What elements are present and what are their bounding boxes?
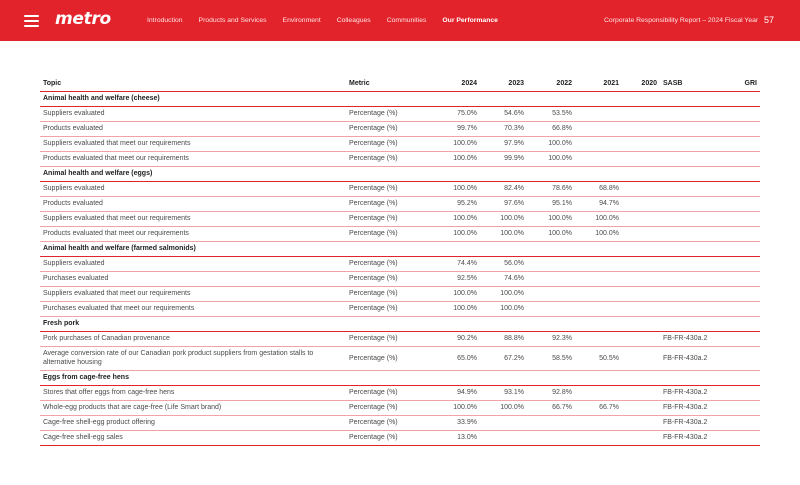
cell-v2020 [622, 256, 660, 271]
cell-metric: Percentage (%) [346, 121, 434, 136]
cell-v2021 [575, 151, 622, 166]
table-row [40, 151, 760, 166]
table-header-row [40, 77, 760, 91]
cell-sasb: FB-FR-430a.2 [660, 331, 715, 346]
cell-topic: Suppliers evaluated [40, 256, 346, 271]
cell-gri [715, 271, 760, 286]
cell-topic: Suppliers evaluated that meet our requirements [40, 286, 346, 301]
cell-v2024: 100.0% [434, 286, 480, 301]
table-row [40, 196, 760, 211]
cell-metric: Percentage (%) [346, 286, 434, 301]
cell-v2020 [622, 415, 660, 430]
cell-gri [715, 121, 760, 136]
col-header-metric: Metric [346, 77, 434, 91]
table-row [40, 301, 760, 316]
table-row [40, 136, 760, 151]
cell-topic: Products evaluated that meet our requirements [40, 226, 346, 241]
cell-sasb [660, 196, 715, 211]
table-row [40, 256, 760, 271]
section-header-row [40, 316, 760, 331]
cell-gri [715, 106, 760, 121]
cell-v2022: 100.0% [527, 211, 575, 226]
cell-v2020 [622, 196, 660, 211]
cell-metric: Percentage (%) [346, 136, 434, 151]
cell-topic: Suppliers evaluated [40, 106, 346, 121]
nav-communities[interactable]: Communities [386, 17, 427, 24]
cell-gri [715, 256, 760, 271]
cell-gri [715, 181, 760, 196]
cell-gri [715, 301, 760, 316]
nav-introduction[interactable]: Introduction [147, 17, 183, 24]
cell-v2021: 100.0% [575, 211, 622, 226]
cell-sasb [660, 151, 715, 166]
cell-metric: Percentage (%) [346, 226, 434, 241]
section-title: Animal health and welfare (cheese) [40, 91, 760, 106]
cell-sasb [660, 271, 715, 286]
cell-metric: Percentage (%) [346, 400, 434, 415]
cell-sasb: FB-FR-430a.2 [660, 415, 715, 430]
cell-v2024: 33.9% [434, 415, 480, 430]
cell-v2021 [575, 331, 622, 346]
cell-v2023: 100.0% [480, 211, 527, 226]
section-title: Animal health and welfare (farmed salmonids) [40, 241, 760, 256]
cell-topic: Suppliers evaluated that meet our requirements [40, 211, 346, 226]
section-title: Fresh pork [40, 316, 760, 331]
menu-icon[interactable] [24, 15, 39, 27]
cell-v2022 [527, 256, 575, 271]
col-header-2023: 2023 [480, 77, 527, 91]
cell-sasb [660, 181, 715, 196]
cell-v2023: 97.9% [480, 136, 527, 151]
cell-v2020 [622, 226, 660, 241]
table-row [40, 106, 760, 121]
cell-v2024: 100.0% [434, 151, 480, 166]
cell-gri [715, 415, 760, 430]
cell-v2023: 82.4% [480, 181, 527, 196]
cell-topic: Products evaluated [40, 121, 346, 136]
cell-v2024: 94.9% [434, 385, 480, 400]
cell-metric: Percentage (%) [346, 301, 434, 316]
cell-sasb [660, 106, 715, 121]
cell-v2021 [575, 301, 622, 316]
cell-gri [715, 196, 760, 211]
cell-topic: Pork purchases of Canadian provenance [40, 331, 346, 346]
cell-v2023: 100.0% [480, 301, 527, 316]
main-nav [147, 17, 514, 24]
cell-v2023: 97.6% [480, 196, 527, 211]
table-row [40, 415, 760, 430]
cell-v2022 [527, 430, 575, 445]
cell-v2020 [622, 211, 660, 226]
cell-v2024: 90.2% [434, 331, 480, 346]
cell-v2020 [622, 430, 660, 445]
cell-topic: Purchases evaluated [40, 271, 346, 286]
section-header-row [40, 241, 760, 256]
cell-v2020 [622, 121, 660, 136]
cell-metric: Percentage (%) [346, 385, 434, 400]
cell-v2020 [622, 181, 660, 196]
cell-v2020 [622, 301, 660, 316]
cell-v2020 [622, 106, 660, 121]
cell-v2021 [575, 430, 622, 445]
cell-v2022: 66.8% [527, 121, 575, 136]
table-row [40, 286, 760, 301]
cell-v2021 [575, 256, 622, 271]
cell-sasb: FB-FR-430a.2 [660, 430, 715, 445]
section-title: Animal health and welfare (eggs) [40, 166, 760, 181]
cell-metric: Percentage (%) [346, 106, 434, 121]
cell-v2021: 100.0% [575, 226, 622, 241]
cell-gri [715, 211, 760, 226]
cell-v2022 [527, 271, 575, 286]
cell-v2021 [575, 415, 622, 430]
col-header-gri: GRI [715, 77, 760, 91]
cell-v2021: 50.5% [575, 346, 622, 370]
cell-sasb [660, 211, 715, 226]
cell-v2022: 58.5% [527, 346, 575, 370]
table-row [40, 385, 760, 400]
table-row [40, 400, 760, 415]
cell-topic: Average conversion rate of our Canadian pork product suppliers from gestation stalls to alternative housing [40, 346, 346, 370]
cell-v2020 [622, 286, 660, 301]
cell-gri [715, 385, 760, 400]
cell-gri [715, 400, 760, 415]
cell-v2020 [622, 400, 660, 415]
cell-metric: Percentage (%) [346, 331, 434, 346]
cell-topic: Stores that offer eggs from cage-free hens [40, 385, 346, 400]
table-row [40, 226, 760, 241]
cell-v2021: 94.7% [575, 196, 622, 211]
section-header-row [40, 91, 760, 106]
cell-v2022 [527, 415, 575, 430]
cell-v2022: 100.0% [527, 136, 575, 151]
cell-v2023 [480, 430, 527, 445]
cell-v2020 [622, 271, 660, 286]
cell-v2021: 66.7% [575, 400, 622, 415]
cell-v2024: 74.4% [434, 256, 480, 271]
col-header-topic: Topic [40, 77, 346, 91]
cell-v2021: 68.8% [575, 181, 622, 196]
cell-v2020 [622, 331, 660, 346]
table-row [40, 331, 760, 346]
section-header-row [40, 370, 760, 385]
cell-metric: Percentage (%) [346, 211, 434, 226]
cell-v2023: 88.8% [480, 331, 527, 346]
cell-v2024: 100.0% [434, 181, 480, 196]
col-header-2021: 2021 [575, 77, 622, 91]
cell-v2022: 53.5% [527, 106, 575, 121]
nav-environment[interactable]: Environment [282, 17, 321, 24]
cell-gri [715, 331, 760, 346]
cell-v2022: 100.0% [527, 226, 575, 241]
cell-v2022: 92.8% [527, 385, 575, 400]
cell-metric: Percentage (%) [346, 415, 434, 430]
cell-v2022 [527, 286, 575, 301]
cell-v2024: 100.0% [434, 301, 480, 316]
cell-v2020 [622, 151, 660, 166]
cell-gri [715, 136, 760, 151]
cell-v2023: 67.2% [480, 346, 527, 370]
cell-v2022: 66.7% [527, 400, 575, 415]
cell-gri [715, 226, 760, 241]
cell-v2024: 92.5% [434, 271, 480, 286]
cell-v2023: 56.0% [480, 256, 527, 271]
cell-v2020 [622, 346, 660, 370]
cell-topic: Suppliers evaluated that meet our requirements [40, 136, 346, 151]
top-bar [0, 0, 800, 41]
cell-v2024: 65.0% [434, 346, 480, 370]
nav-colleagues[interactable]: Colleagues [336, 17, 371, 24]
cell-v2024: 13.0% [434, 430, 480, 445]
cell-sasb [660, 121, 715, 136]
table-row [40, 346, 760, 370]
cell-v2023: 70.3% [480, 121, 527, 136]
cell-sasb [660, 256, 715, 271]
nav-our-performance[interactable]: Our Performance [442, 17, 498, 24]
cell-metric: Percentage (%) [346, 151, 434, 166]
cell-v2023 [480, 415, 527, 430]
cell-topic: Cage-free shell-egg product offering [40, 415, 346, 430]
cell-v2021 [575, 121, 622, 136]
cell-topic: Whole-egg products that are cage-free (Life Smart brand) [40, 400, 346, 415]
cell-metric: Percentage (%) [346, 196, 434, 211]
cell-v2021 [575, 136, 622, 151]
cell-gri [715, 430, 760, 445]
performance-table [40, 77, 760, 446]
cell-gri [715, 151, 760, 166]
table-row [40, 271, 760, 286]
cell-v2023: 74.6% [480, 271, 527, 286]
cell-v2020 [622, 385, 660, 400]
cell-metric: Percentage (%) [346, 181, 434, 196]
cell-v2023: 100.0% [480, 226, 527, 241]
cell-v2022: 100.0% [527, 151, 575, 166]
report-title: Corporate Responsibility Report – 2024 Fiscal Year [604, 17, 759, 24]
cell-v2022: 92.3% [527, 331, 575, 346]
cell-sasb [660, 301, 715, 316]
cell-metric: Percentage (%) [346, 346, 434, 370]
cell-topic: Products evaluated [40, 196, 346, 211]
nav-products-and-services[interactable]: Products and Services [198, 17, 267, 24]
cell-v2022: 78.6% [527, 181, 575, 196]
cell-v2024: 100.0% [434, 211, 480, 226]
cell-v2024: 99.7% [434, 121, 480, 136]
cell-v2024: 100.0% [434, 226, 480, 241]
cell-gri [715, 286, 760, 301]
cell-v2021 [575, 286, 622, 301]
cell-gri [715, 346, 760, 370]
table-row [40, 430, 760, 445]
cell-v2022: 95.1% [527, 196, 575, 211]
cell-sasb [660, 226, 715, 241]
cell-metric: Percentage (%) [346, 430, 434, 445]
cell-v2023: 93.1% [480, 385, 527, 400]
cell-metric: Percentage (%) [346, 256, 434, 271]
cell-v2022 [527, 301, 575, 316]
cell-sasb [660, 286, 715, 301]
cell-v2024: 100.0% [434, 400, 480, 415]
cell-v2024: 95.2% [434, 196, 480, 211]
metro-logo[interactable]: metro [55, 9, 111, 29]
cell-topic: Suppliers evaluated [40, 181, 346, 196]
section-header-row [40, 166, 760, 181]
cell-v2023: 100.0% [480, 286, 527, 301]
col-header-2024: 2024 [434, 77, 480, 91]
table-row [40, 121, 760, 136]
cell-sasb: FB-FR-430a.2 [660, 400, 715, 415]
cell-v2023: 100.0% [480, 400, 527, 415]
table-row [40, 211, 760, 226]
page-number: 57 [764, 15, 775, 25]
cell-topic: Products evaluated that meet our requirements [40, 151, 346, 166]
cell-v2021 [575, 271, 622, 286]
cell-v2023: 54.6% [480, 106, 527, 121]
cell-v2024: 100.0% [434, 136, 480, 151]
cell-v2023: 99.9% [480, 151, 527, 166]
cell-topic: Cage-free shell-egg sales [40, 430, 346, 445]
cell-metric: Percentage (%) [346, 271, 434, 286]
section-title: Eggs from cage-free hens [40, 370, 760, 385]
cell-sasb: FB-FR-430a.2 [660, 346, 715, 370]
cell-v2020 [622, 136, 660, 151]
table-row [40, 181, 760, 196]
cell-v2021 [575, 385, 622, 400]
cell-v2021 [575, 106, 622, 121]
cell-sasb: FB-FR-430a.2 [660, 385, 715, 400]
cell-topic: Purchases evaluated that meet our requirements [40, 301, 346, 316]
col-header-sasb: SASB [660, 77, 715, 91]
col-header-2022: 2022 [527, 77, 575, 91]
col-header-2020: 2020 [622, 77, 660, 91]
cell-sasb [660, 136, 715, 151]
cell-v2024: 75.0% [434, 106, 480, 121]
